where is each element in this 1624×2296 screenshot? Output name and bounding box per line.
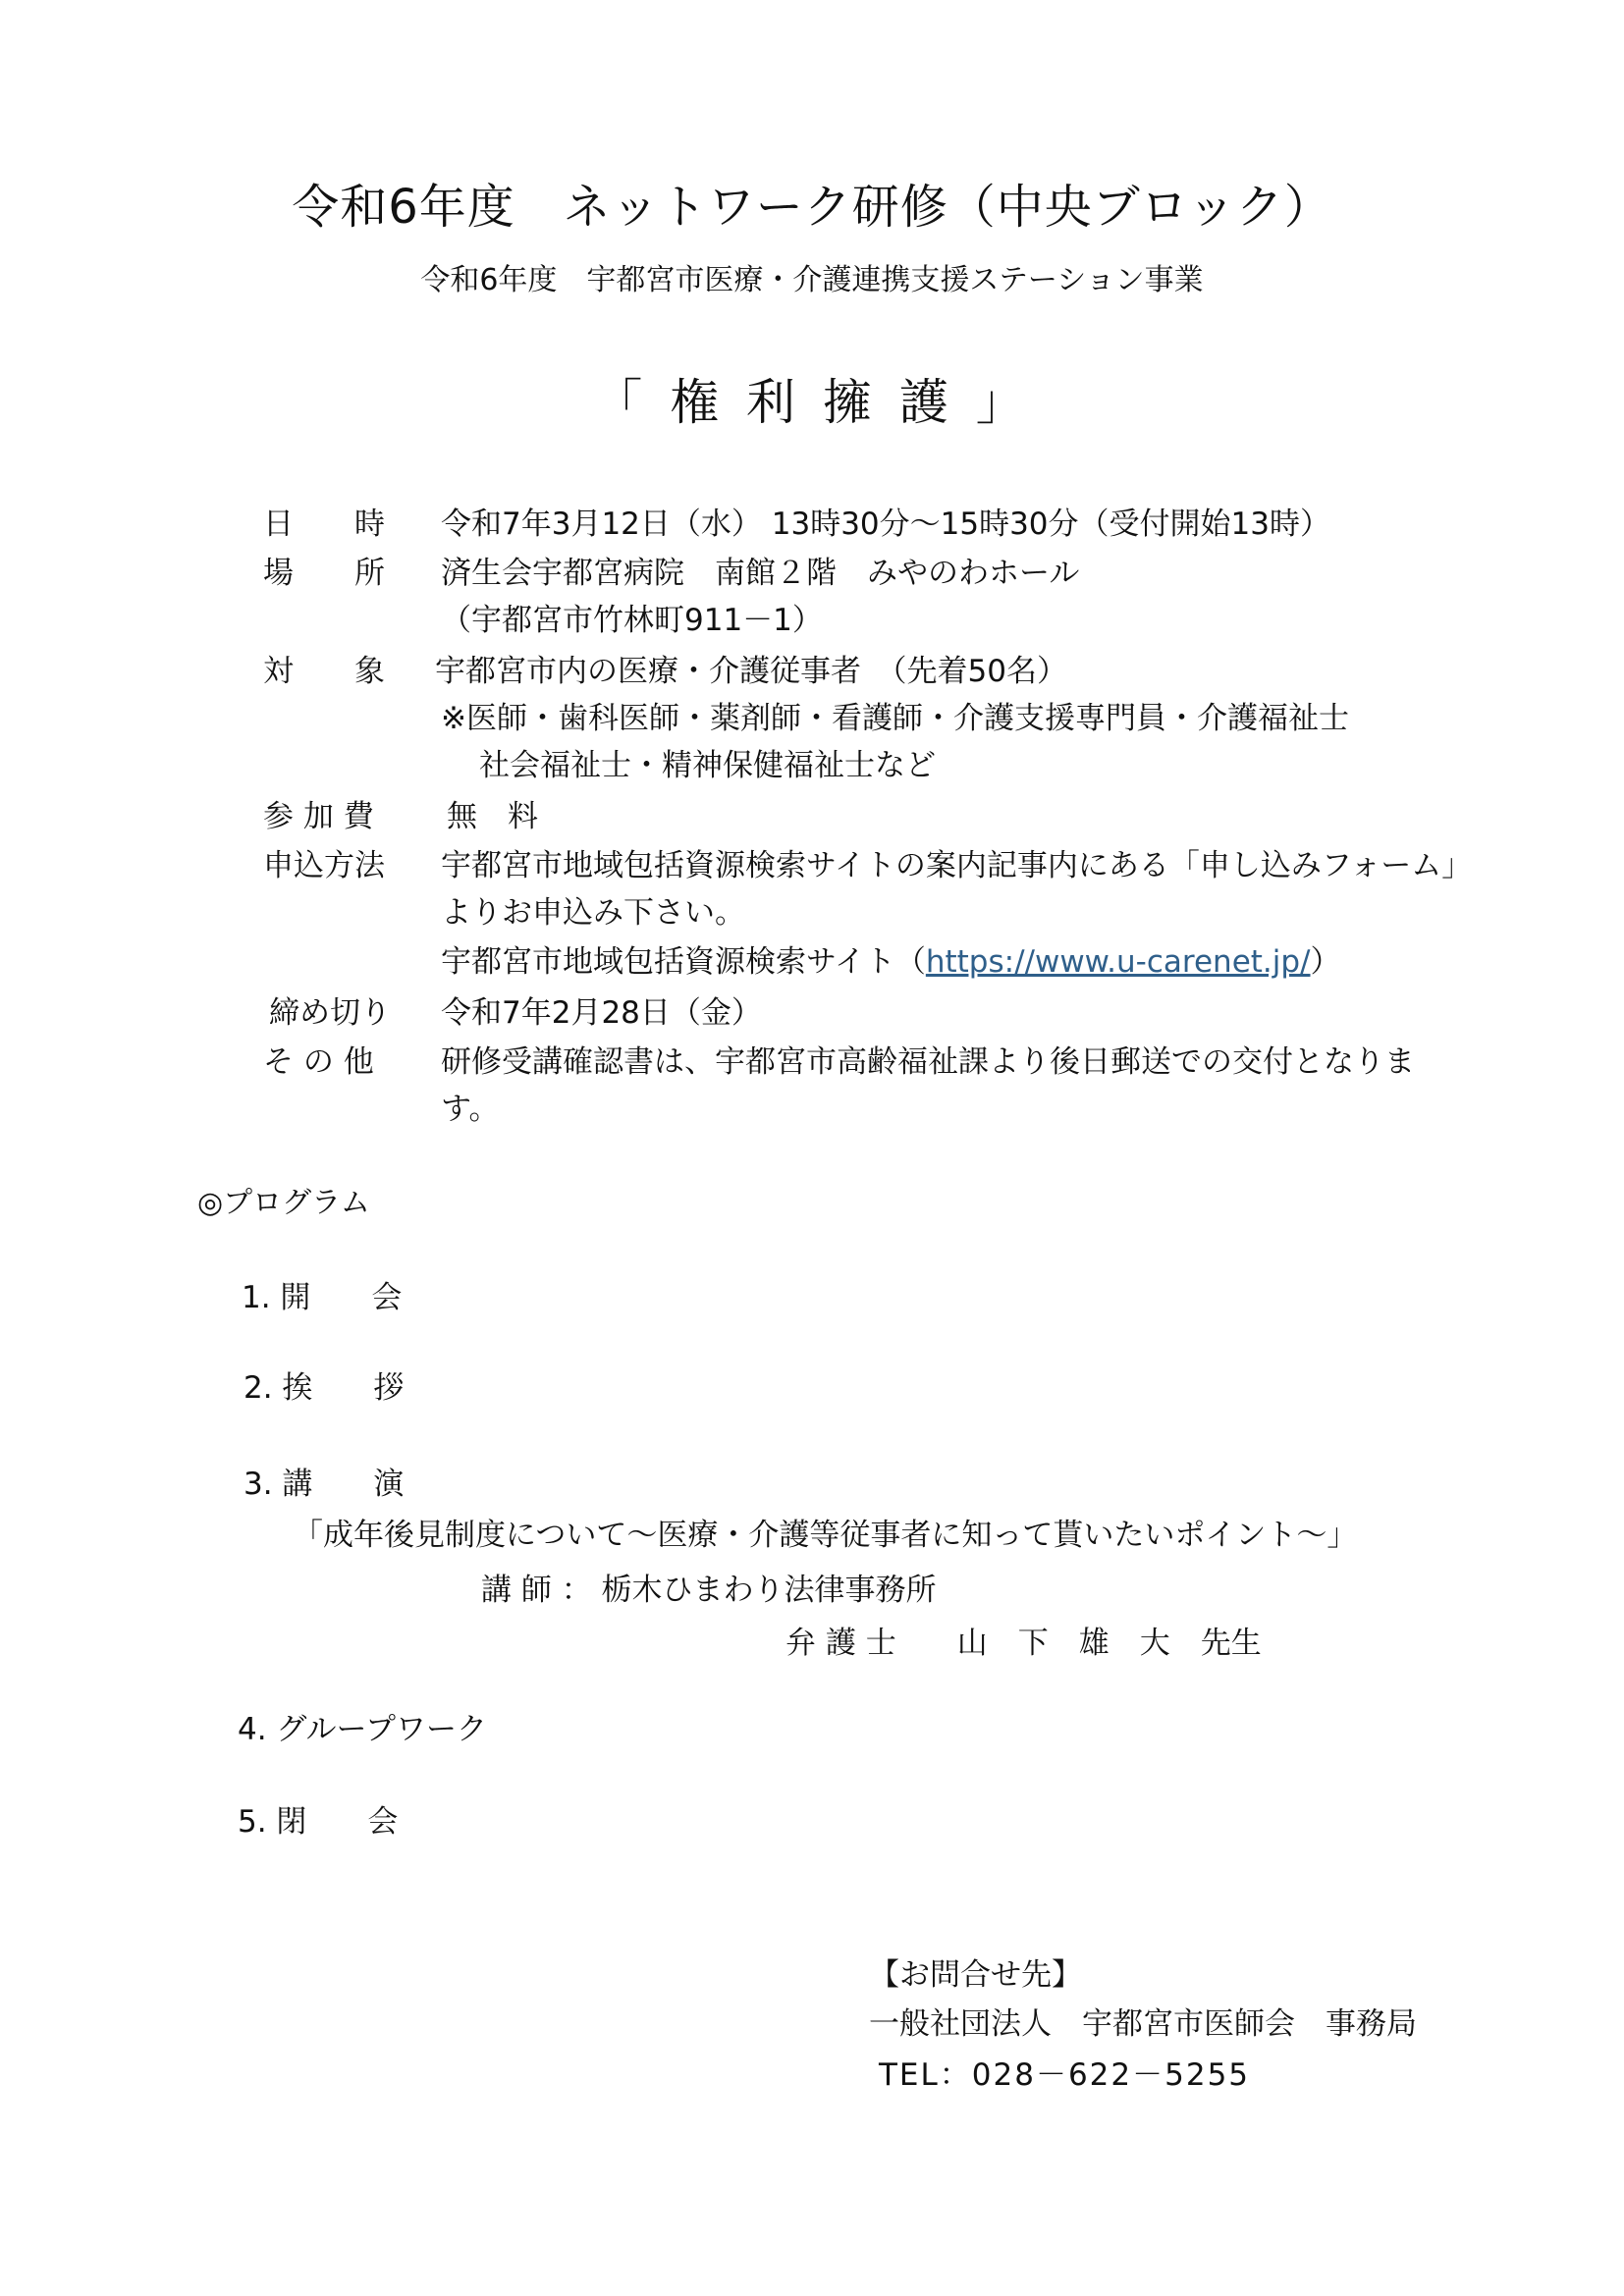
- contact-phone: TEL：028－622－5255: [879, 2057, 1251, 2093]
- program-item-opening: 1. 開 会: [242, 1280, 403, 1315]
- apply-value-1: 宇都宮市地域包括資源検索サイトの案内記事内にある「申し込みフォーム」: [441, 848, 1473, 883]
- program-item-closing: 5. 閉 会: [238, 1804, 399, 1840]
- theme-text: 権 利 擁 護: [670, 374, 954, 431]
- program-item-lecture: 3. 講 演: [244, 1467, 405, 1502]
- datetime-label: 日 時: [263, 507, 385, 542]
- venue-label: 場 所: [263, 556, 385, 591]
- target-note-2: 社会福祉士・精神保健福祉士など: [479, 748, 936, 783]
- apply-site-suffix: ）: [1310, 944, 1341, 980]
- apply-site-prefix: 宇都宮市地域包括資源検索サイト（: [441, 944, 926, 980]
- apply-label: 申込方法: [263, 848, 385, 883]
- venue-address: （宇都宮市竹林町911－1）: [441, 603, 823, 638]
- target-value: 宇都宮市内の医療・介護従事者 （先着50名）: [435, 654, 1067, 689]
- program-item-groupwork: 4. グループワーク: [238, 1712, 487, 1747]
- deadline-value: 令和7年2月28日（金）: [441, 995, 762, 1031]
- contact-organization: 一般社団法人 宇都宮市医師会 事務局: [869, 2006, 1417, 2042]
- theme-heading: [0, 363, 1624, 434]
- lecturer-affiliation: 講 師 ： 栃木ひまわり法律事務所: [481, 1573, 937, 1608]
- target-label: 対 象: [263, 654, 385, 689]
- program-item-greeting: 2. 挨 拶: [244, 1370, 405, 1406]
- datetime-value: 令和7年3月12日（水） 13時30分～15時30分（受付開始13時）: [441, 507, 1330, 542]
- lecture-title: 「成年後見制度について～医療・介護等従事者に知って貰いたいポイント～」: [293, 1518, 1358, 1553]
- theme-open-bracket: 「: [593, 374, 649, 431]
- venue-value: 済生会宇都宮病院 南館２階 みやのわホール: [441, 556, 1080, 591]
- contact-heading: 【お問合せ先】: [869, 1957, 1082, 1993]
- other-value-2: す。: [441, 1092, 500, 1127]
- page-subtitle: 令和6年度 宇都宮市医療・介護連携支援ステーション事業: [420, 263, 1204, 297]
- other-value-1: 研修受講確認書は、宇都宮市高齢福祉課より後日郵送での交付となりま: [441, 1044, 1415, 1080]
- fee-value: 無 料: [447, 799, 538, 834]
- deadline-label: 締め切り: [269, 995, 391, 1031]
- theme-close-bracket: 」: [975, 374, 1031, 431]
- program-heading: ◎プログラム: [197, 1186, 370, 1220]
- other-label: そ の 他: [263, 1044, 374, 1080]
- apply-site-link[interactable]: https://www.u-carenet.jp/: [925, 944, 1311, 980]
- apply-site-line: [441, 936, 1341, 981]
- target-note-1: ※医師・歯科医師・薬剤師・看護師・介護支援専門員・介護福祉士: [441, 701, 1349, 736]
- page-title: 令和6年度 ネットワーク研修（中央ブロック）: [292, 180, 1332, 235]
- apply-value-2: よりお申込み下さい。: [441, 895, 745, 931]
- lecturer-name: 弁 護 士 山 下 雄 大 先生: [785, 1626, 1262, 1661]
- fee-label: 参 加 費: [263, 799, 374, 834]
